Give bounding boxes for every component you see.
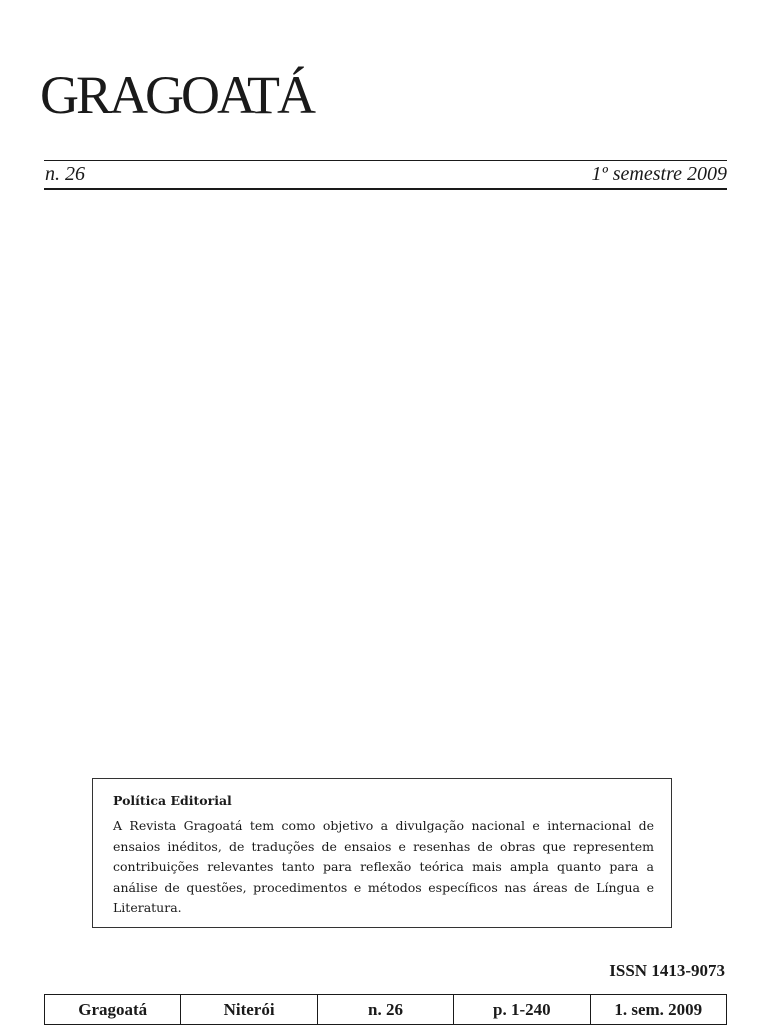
issn-label: ISSN 1413-9073	[609, 961, 725, 980]
editorial-policy-text: A Revista Gragoatá tem como objetivo a divulgação nacional e internacional de ensaios inéditos, de traduções de ensaios e resenhas de obras que representem contribuições relevantes tanto para reflexão teórica mais ampla quanto para a análise de questões, procedimentos e métodos específicos nas áreas de Língua e Literatura.	[113, 818, 654, 915]
citation-table	[44, 994, 727, 1025]
citation-date-cell: 1. sem. 2009	[590, 995, 726, 1025]
editorial-policy-heading: Política Editorial	[113, 793, 232, 808]
issue-semester: 1º semestre 2009	[591, 163, 727, 185]
issue-number: n. 26	[45, 163, 85, 185]
citation-journal-cell: Gragoatá	[45, 995, 181, 1025]
citation-row	[45, 995, 727, 1025]
header-rule-top	[44, 160, 727, 161]
issue-line	[44, 162, 727, 186]
citation-issue-cell: n. 26	[317, 995, 453, 1025]
editorial-policy-box	[92, 778, 672, 928]
journal-title: GRAGOATÁ	[40, 65, 313, 125]
header-rule-bottom	[44, 188, 727, 190]
citation-city-cell: Niterói	[181, 995, 317, 1025]
citation-pages-cell: p. 1-240	[454, 995, 590, 1025]
